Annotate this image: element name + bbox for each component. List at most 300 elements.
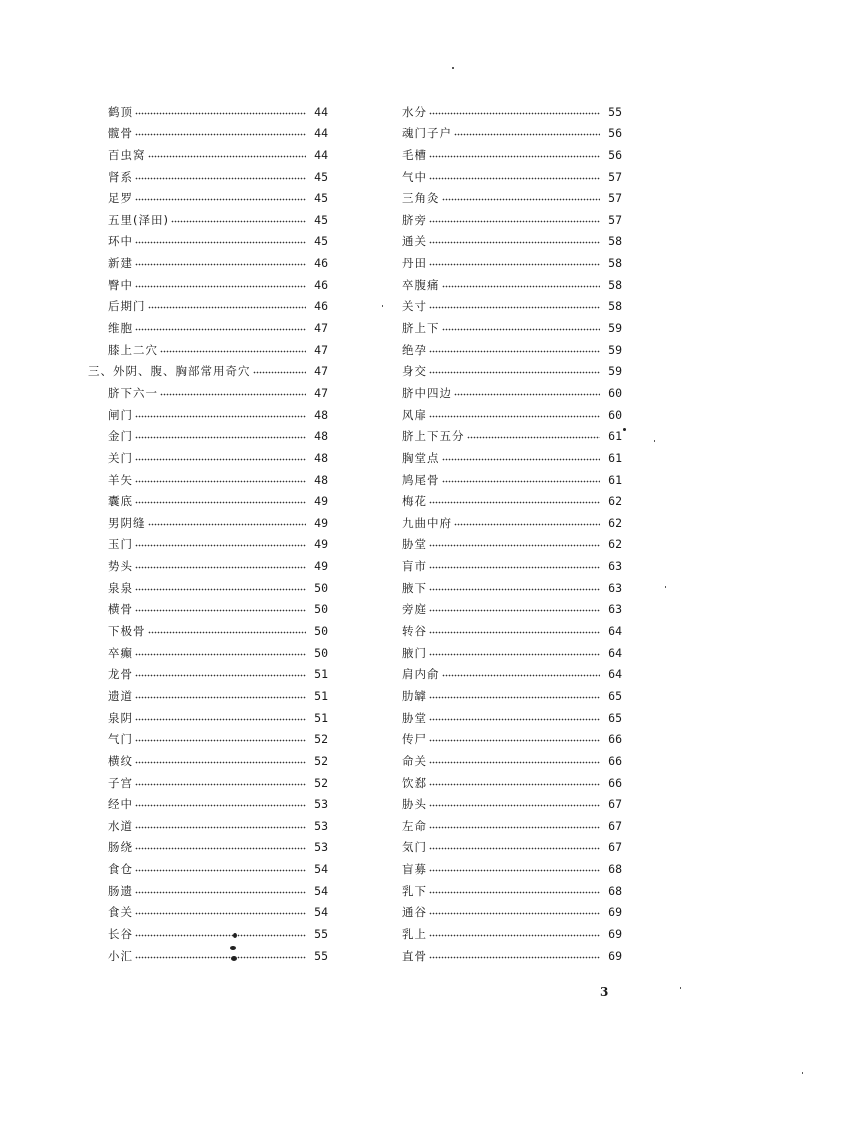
toc-entry-page: 49 xyxy=(314,537,328,552)
toc-entry xyxy=(400,205,622,227)
toc-entry-page: 62 xyxy=(608,515,622,530)
dot-leader xyxy=(429,544,600,547)
toc-entry-page: 44 xyxy=(314,126,328,141)
toc-entry-title: 鸠尾骨 xyxy=(402,472,440,487)
dot-leader xyxy=(135,588,306,591)
toc-entry-page: 51 xyxy=(314,667,328,682)
toc-entry xyxy=(88,292,328,314)
dot-leader xyxy=(429,696,600,699)
toc-entry-page: 48 xyxy=(314,407,328,422)
toc-entry-title: 胸堂点 xyxy=(402,450,440,465)
toc-entry-page: 66 xyxy=(608,775,622,790)
dot-leader xyxy=(454,523,600,526)
toc-entry-title: 传尸 xyxy=(402,732,427,747)
toc-entry xyxy=(88,422,328,444)
toc-entry-title: 肾系 xyxy=(108,169,133,184)
toc-entry-title: 子宫 xyxy=(108,775,133,790)
toc-entry-page: 46 xyxy=(314,256,328,271)
toc-entry xyxy=(88,508,328,530)
toc-entry-page: 48 xyxy=(314,450,328,465)
scan-speck xyxy=(230,946,236,950)
toc-entry xyxy=(88,876,328,898)
toc-entry-page: 44 xyxy=(314,104,328,119)
toc-entry-title: 泉泉 xyxy=(108,580,133,595)
toc-entry xyxy=(88,443,328,465)
dot-leader xyxy=(442,198,601,201)
toc-entry-title: 腋下 xyxy=(402,580,427,595)
toc-entry-title: 气门 xyxy=(108,732,133,747)
toc-entry-page: 45 xyxy=(314,234,328,249)
toc-entry xyxy=(400,140,622,162)
toc-entry-title: 盲募 xyxy=(402,862,427,877)
toc-entry-title: 肩内俞 xyxy=(402,667,440,682)
toc-entry xyxy=(88,205,328,227)
dot-leader xyxy=(429,306,600,309)
toc-entry-page: 49 xyxy=(314,515,328,530)
toc-entry-page: 67 xyxy=(608,797,622,812)
dot-leader xyxy=(429,566,600,569)
toc-entry-page: 45 xyxy=(314,169,328,184)
toc-entry-page: 46 xyxy=(314,299,328,314)
toc-entry xyxy=(88,616,328,638)
toc-entry xyxy=(400,746,622,768)
toc-entry-title: 丹田 xyxy=(402,256,427,271)
dot-leader xyxy=(429,112,600,115)
toc-entry-page: 61 xyxy=(608,450,622,465)
dot-leader xyxy=(135,804,306,807)
toc-entry xyxy=(400,898,622,920)
toc-entry-title: 乳上 xyxy=(402,926,427,941)
toc-entry-title: 转谷 xyxy=(402,624,427,639)
toc-entry xyxy=(88,941,328,963)
toc-entry-page: 47 xyxy=(314,385,328,400)
toc-entry-title: 脐下六一 xyxy=(108,385,158,400)
toc-entry-title: 横骨 xyxy=(108,602,133,617)
toc-entry xyxy=(88,833,328,855)
dot-leader xyxy=(135,544,306,547)
toc-entry-page: 61 xyxy=(608,472,622,487)
toc-entry-page: 67 xyxy=(608,840,622,855)
toc-entry xyxy=(88,919,328,941)
dot-leader xyxy=(429,220,600,223)
toc-entry-title: 通谷 xyxy=(402,905,427,920)
toc-entry xyxy=(88,335,328,357)
toc-entry xyxy=(88,746,328,768)
dot-leader xyxy=(429,653,600,656)
toc-entry-title: 髋骨 xyxy=(108,126,133,141)
toc-entry-page: 54 xyxy=(314,862,328,877)
toc-entry-title: 脐上下 xyxy=(402,321,440,336)
toc-entry-page: 52 xyxy=(314,732,328,747)
dot-leader xyxy=(160,350,306,353)
toc-entry-page: 53 xyxy=(314,797,328,812)
dot-leader xyxy=(135,761,306,764)
dot-leader xyxy=(135,198,306,201)
toc-entry-title: 胁头 xyxy=(402,797,427,812)
dot-leader xyxy=(429,934,600,937)
toc-entry xyxy=(88,790,328,812)
toc-entry xyxy=(400,313,622,335)
dot-leader xyxy=(135,436,306,439)
toc-entry xyxy=(400,551,622,573)
toc-entry-title: 卒癫 xyxy=(108,645,133,660)
dot-leader xyxy=(253,371,307,374)
toc-entry-page: 51 xyxy=(314,688,328,703)
toc-entry-page: 53 xyxy=(314,818,328,833)
toc-entry-page: 54 xyxy=(314,883,328,898)
toc-entry-page: 63 xyxy=(608,602,622,617)
toc-entry xyxy=(400,465,622,487)
scan-speck xyxy=(382,305,383,307)
toc-entry-title: 肓市 xyxy=(402,559,427,574)
toc-entry xyxy=(88,227,328,249)
toc-entry xyxy=(400,876,622,898)
dot-leader xyxy=(135,956,306,959)
toc-entry xyxy=(88,854,328,876)
toc-entry-title: 命关 xyxy=(402,753,427,768)
toc-entry-page: 44 xyxy=(314,147,328,162)
toc-entry-title: 玉门 xyxy=(108,537,133,552)
dot-leader xyxy=(135,328,306,331)
toc-entry-title: 肠绕 xyxy=(108,840,133,855)
toc-entry xyxy=(88,898,328,920)
toc-entry-page: 47 xyxy=(314,321,328,336)
toc-entry xyxy=(400,162,622,184)
toc-entry xyxy=(400,573,622,595)
toc-entry-page: 50 xyxy=(314,645,328,660)
toc-entry xyxy=(400,508,622,530)
toc-entry xyxy=(88,530,328,552)
toc-entry-title: 水分 xyxy=(402,104,427,119)
toc-entry-title: 足罗 xyxy=(108,191,133,206)
toc-entry-title: 金门 xyxy=(108,429,133,444)
dot-leader xyxy=(429,241,600,244)
toc-left-column xyxy=(88,97,328,963)
toc-section-heading xyxy=(88,357,328,379)
dot-leader xyxy=(442,458,601,461)
toc-entry xyxy=(400,616,622,638)
scan-speck xyxy=(452,67,454,69)
toc-entry-page: 69 xyxy=(608,926,622,941)
toc-entry-title: 经中 xyxy=(108,797,133,812)
dot-leader xyxy=(429,912,600,915)
dot-leader xyxy=(148,631,307,634)
toc-entry xyxy=(88,768,328,790)
toc-entry-page: 54 xyxy=(314,905,328,920)
toc-entry xyxy=(400,660,622,682)
toc-entry-page: 58 xyxy=(608,277,622,292)
toc-entry xyxy=(400,703,622,725)
toc-entry-page: 67 xyxy=(608,818,622,833)
dot-leader xyxy=(135,263,306,266)
toc-entry xyxy=(88,119,328,141)
toc-entry xyxy=(400,119,622,141)
dot-leader xyxy=(135,112,306,115)
toc-entry-page: 60 xyxy=(608,385,622,400)
dot-leader xyxy=(429,631,600,634)
dot-leader xyxy=(135,674,306,677)
dot-leader xyxy=(135,458,306,461)
dot-leader xyxy=(454,393,600,396)
toc-entry-title: 卒腹痛 xyxy=(402,277,440,292)
dot-leader xyxy=(135,696,306,699)
toc-entry-page: 50 xyxy=(314,602,328,617)
toc-entry-page: 48 xyxy=(314,429,328,444)
toc-entry-title: 膝上二穴 xyxy=(108,342,158,357)
toc-entry-title: 通关 xyxy=(402,234,427,249)
toc-entry-title: 脐上下五分 xyxy=(402,429,465,444)
toc-entry xyxy=(88,378,328,400)
toc-entry xyxy=(88,660,328,682)
dot-leader xyxy=(429,155,600,158)
dot-leader xyxy=(429,783,600,786)
toc-entry-title: 势头 xyxy=(108,559,133,574)
toc-entry-title: 身交 xyxy=(402,364,427,379)
toc-entry-title: 三角灸 xyxy=(402,191,440,206)
toc-entry-page: 57 xyxy=(608,191,622,206)
toc-entry xyxy=(88,400,328,422)
dot-leader xyxy=(135,847,306,850)
toc-entry xyxy=(400,443,622,465)
toc-entry-page: 64 xyxy=(608,645,622,660)
toc-entry xyxy=(88,162,328,184)
scan-speck xyxy=(623,428,626,431)
toc-entry xyxy=(400,595,622,617)
toc-right-column xyxy=(400,97,622,963)
toc-entry-page: 64 xyxy=(608,667,622,682)
toc-entry-title: 旁庭 xyxy=(402,602,427,617)
toc-entry-page: 63 xyxy=(608,580,622,595)
toc-entry xyxy=(400,638,622,660)
toc-entry-title: 环中 xyxy=(108,234,133,249)
toc-entry-page: 55 xyxy=(314,948,328,963)
toc-entry-page: 57 xyxy=(608,212,622,227)
toc-entry xyxy=(400,357,622,379)
toc-entry xyxy=(88,725,328,747)
toc-entry xyxy=(88,681,328,703)
toc-entry xyxy=(88,248,328,270)
page-number: 3 xyxy=(600,985,609,999)
toc-entry xyxy=(400,854,622,876)
dot-leader xyxy=(148,155,307,158)
toc-entry xyxy=(88,811,328,833)
toc-entry-page: 46 xyxy=(314,277,328,292)
toc-entry-page: 49 xyxy=(314,559,328,574)
dot-leader xyxy=(454,133,600,136)
toc-entry xyxy=(400,184,622,206)
dot-leader xyxy=(148,523,307,526)
toc-entry-page: 56 xyxy=(608,147,622,162)
dot-leader xyxy=(429,761,600,764)
toc-entry-title: 肋罅 xyxy=(402,688,427,703)
toc-entry-title: 直骨 xyxy=(402,948,427,963)
toc-entry xyxy=(88,551,328,573)
scan-speck xyxy=(802,1072,803,1074)
toc-entry xyxy=(400,811,622,833)
toc-entry-page: 64 xyxy=(608,624,622,639)
toc-entry-title: 脐中四边 xyxy=(402,385,452,400)
toc-entry-page: 50 xyxy=(314,624,328,639)
toc-entry-title: 食仓 xyxy=(108,862,133,877)
toc-entry-title: 五里(泽田) xyxy=(108,212,169,227)
toc-entry-title: 鹤顶 xyxy=(108,104,133,119)
toc-entry-title: 三、外阴、腹、胸部常用奇穴 xyxy=(88,364,251,379)
toc-entry xyxy=(400,681,622,703)
toc-entry xyxy=(400,97,622,119)
toc-entry-title: 男阴缝 xyxy=(108,515,146,530)
toc-entry xyxy=(400,487,622,509)
toc-entry-page: 63 xyxy=(608,559,622,574)
dot-leader xyxy=(135,133,306,136)
toc-entry-page: 68 xyxy=(608,883,622,898)
toc-entry-page: 47 xyxy=(314,364,328,379)
toc-entry-title: 脐旁 xyxy=(402,212,427,227)
dot-leader xyxy=(135,285,306,288)
dot-leader xyxy=(135,177,306,180)
toc-entry xyxy=(400,768,622,790)
toc-entry xyxy=(88,595,328,617)
toc-entry-page: 58 xyxy=(608,299,622,314)
dot-leader xyxy=(442,328,601,331)
dot-leader xyxy=(135,653,306,656)
toc-entry-title: 气中 xyxy=(402,169,427,184)
toc-entry-title: 关门 xyxy=(108,450,133,465)
scan-speck xyxy=(665,586,666,588)
toc-entry xyxy=(88,638,328,660)
scan-speck xyxy=(680,987,681,989)
dot-leader xyxy=(429,718,600,721)
toc-entry-page: 45 xyxy=(314,191,328,206)
toc-entry-title: 羊矢 xyxy=(108,472,133,487)
toc-entry-page: 65 xyxy=(608,688,622,703)
toc-entry-title: 左命 xyxy=(402,818,427,833)
toc-entry-title: 龙骨 xyxy=(108,667,133,682)
dot-leader xyxy=(135,912,306,915)
toc-entry-page: 52 xyxy=(314,753,328,768)
toc-entry xyxy=(400,919,622,941)
dot-leader xyxy=(429,371,600,374)
toc-entry-title: 长谷 xyxy=(108,926,133,941)
toc-entry-page: 66 xyxy=(608,753,622,768)
toc-entry xyxy=(400,530,622,552)
toc-entry-page: 68 xyxy=(608,862,622,877)
toc-entry-title: 遗道 xyxy=(108,688,133,703)
toc-entry-title: 魂门子户 xyxy=(402,126,452,141)
toc-entry-title: 九曲中府 xyxy=(402,515,452,530)
toc-entry xyxy=(400,292,622,314)
toc-entry-title: 毛槽 xyxy=(402,147,427,162)
dot-leader xyxy=(135,934,306,937)
dot-leader xyxy=(429,501,600,504)
toc-entry xyxy=(88,703,328,725)
toc-entry-page: 59 xyxy=(608,342,622,357)
toc-entry xyxy=(88,573,328,595)
dot-leader xyxy=(467,436,601,439)
toc-entry-page: 45 xyxy=(314,212,328,227)
dot-leader xyxy=(429,415,600,418)
toc-entry-title: 维胞 xyxy=(108,321,133,336)
dot-leader xyxy=(429,804,600,807)
toc-entry-title: 囊底 xyxy=(108,494,133,509)
toc-entry-title: 小汇 xyxy=(108,948,133,963)
toc-entry-title: 臀中 xyxy=(108,277,133,292)
toc-entry-title: 新建 xyxy=(108,256,133,271)
toc-entry-title: 泉阴 xyxy=(108,710,133,725)
toc-entry-title: 食关 xyxy=(108,905,133,920)
dot-leader xyxy=(135,609,306,612)
dot-leader xyxy=(429,826,600,829)
dot-leader xyxy=(429,869,600,872)
dot-leader xyxy=(442,480,601,483)
toc-entry-page: 55 xyxy=(608,104,622,119)
toc-entry-title: 横纹 xyxy=(108,753,133,768)
toc-entry-page: 55 xyxy=(314,926,328,941)
toc-entry-page: 49 xyxy=(314,494,328,509)
toc-entry xyxy=(400,833,622,855)
dot-leader xyxy=(135,480,306,483)
dot-leader xyxy=(160,393,306,396)
toc-entry xyxy=(88,140,328,162)
scan-speck xyxy=(233,933,237,938)
toc-entry xyxy=(88,487,328,509)
dot-leader xyxy=(429,956,600,959)
dot-leader xyxy=(429,739,600,742)
dot-leader xyxy=(135,415,306,418)
toc-entry xyxy=(400,378,622,400)
toc-entry-title: 关寸 xyxy=(402,299,427,314)
toc-entry-page: 60 xyxy=(608,407,622,422)
dot-leader xyxy=(148,306,307,309)
toc-entry xyxy=(400,790,622,812)
toc-entry-title: 后期门 xyxy=(108,299,146,314)
toc-entry xyxy=(88,313,328,335)
toc-entry-page: 62 xyxy=(608,537,622,552)
dot-leader xyxy=(429,177,600,180)
dot-leader xyxy=(429,891,600,894)
toc-entry-title: 肠遗 xyxy=(108,883,133,898)
dot-leader xyxy=(135,869,306,872)
toc-entry-title: 腋门 xyxy=(402,645,427,660)
toc-entry-page: 69 xyxy=(608,905,622,920)
toc-entry-title: 饮郄 xyxy=(402,775,427,790)
toc-entry xyxy=(400,270,622,292)
dot-leader xyxy=(135,501,306,504)
dot-leader xyxy=(135,718,306,721)
dot-leader xyxy=(135,783,306,786)
dot-leader xyxy=(135,891,306,894)
dot-leader xyxy=(429,588,600,591)
toc-entry-page: 66 xyxy=(608,732,622,747)
toc-entry xyxy=(400,400,622,422)
toc-entry-title: 水道 xyxy=(108,818,133,833)
toc-entry-title: 绝孕 xyxy=(402,342,427,357)
toc-entry-page: 56 xyxy=(608,126,622,141)
toc-entry-title: 乳下 xyxy=(402,883,427,898)
toc-entry-page: 58 xyxy=(608,234,622,249)
toc-entry-title: 下极骨 xyxy=(108,624,146,639)
toc-entry xyxy=(400,422,622,444)
toc-entry-title: 闸门 xyxy=(108,407,133,422)
toc-entry xyxy=(400,725,622,747)
toc-entry xyxy=(400,248,622,270)
dot-leader xyxy=(135,739,306,742)
toc-entry xyxy=(400,227,622,249)
toc-entry xyxy=(88,465,328,487)
toc-entry-page: 65 xyxy=(608,710,622,725)
dot-leader xyxy=(135,826,306,829)
toc-entry-title: 気门 xyxy=(402,840,427,855)
toc-entry xyxy=(88,270,328,292)
